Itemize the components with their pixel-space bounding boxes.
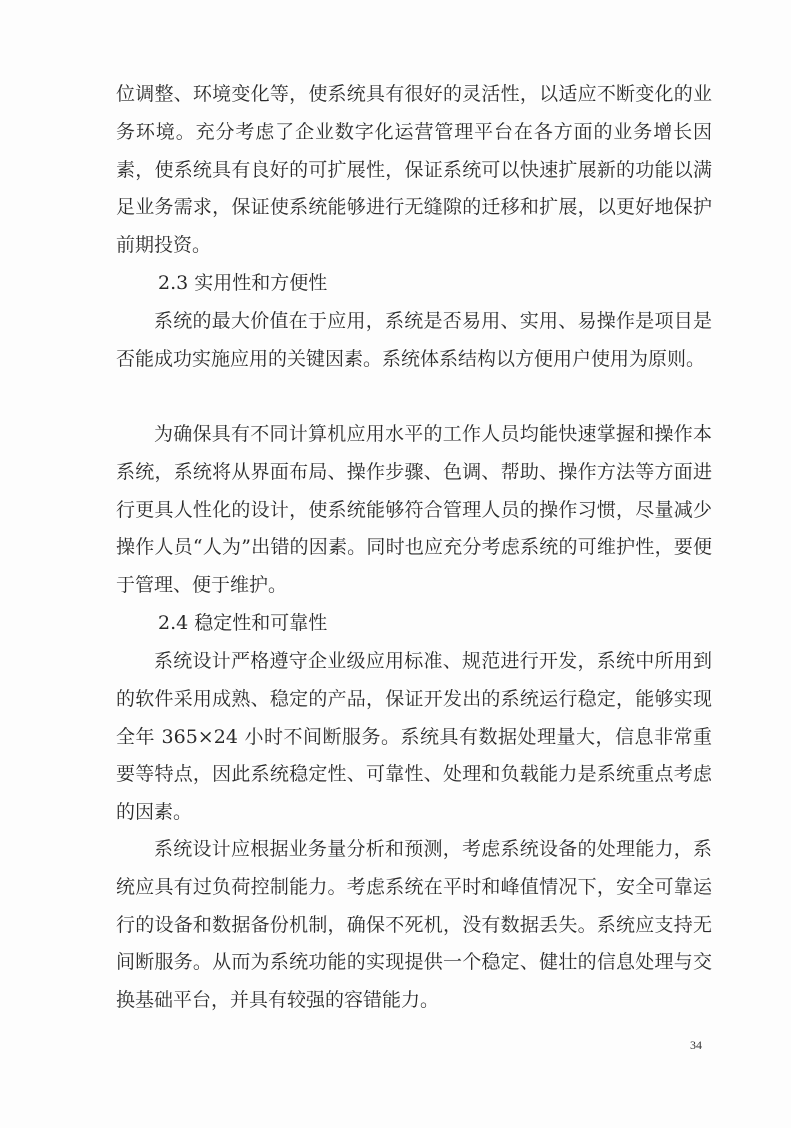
- section-2-3-paragraph-2: 为确保具有不同计算机应用水平的工作人员均能快速掌握和操作本系统，系统将从界面布局、操作步骤、色调、帮助、操作方法等方面进行更具人性化的设计，使系统能够符合管理人员的操作习惯，尽量减少操作人员“人为”出错的因素。同时也应充分考虑系统的可维护性，要便于管理、便于维护。: [116, 423, 712, 597]
- section-2-3-paragraph-1: 系统的最大价值在于应用，系统是否易用、实用、易操作是项目是否能成功实施应用的关键因素。系统体系结构以方便用户使用为原则。: [116, 310, 712, 370]
- paragraph-continued: 位调整、环境变化等，使系统具有很好的灵活性，以适应不断变化的业务环境。充分考虑了企业数字化运营管理平台在各方面的业务增长因素，使系统具有良好的可扩展性，保证系统可以快速扩展新的功能以满足业务需求，保证使系统能够进行无缝隙的迁移和扩展，以更好地保护前期投资。: [116, 83, 712, 257]
- section-2-3-heading: 2.3 实用性和方便性: [158, 272, 328, 294]
- page-number: 34: [690, 1038, 702, 1052]
- section-2-4-paragraph-1: 系统设计严格遵守企业级应用标准、规范进行开发，系统中所用到的软件采用成熟、稳定的产品，保证开发出的系统运行稳定，能够实现全年 365×24 小时不间断服务。系统具有数据处理量大，信息非常重要等特点，因此系统稳定性、可靠性、处理和负载能力是系统重点考虑的因素。: [116, 650, 712, 824]
- section-2-4-heading: 2.4 稳定性和可靠性: [158, 612, 328, 634]
- section-2-4-paragraph-2: 系统设计应根据业务量分析和预测，考虑系统设备的处理能力，系统应具有过负荷控制能力。考虑系统在平时和峰值情况下，安全可靠运行的设备和数据备份机制，确保不死机，没有数据丢失。系统应支持无间断服务。从而为系统功能的实现提供一个稳定、健壮的信息处理与交换基础平台，并具有较强的容错能力。: [116, 838, 712, 1012]
